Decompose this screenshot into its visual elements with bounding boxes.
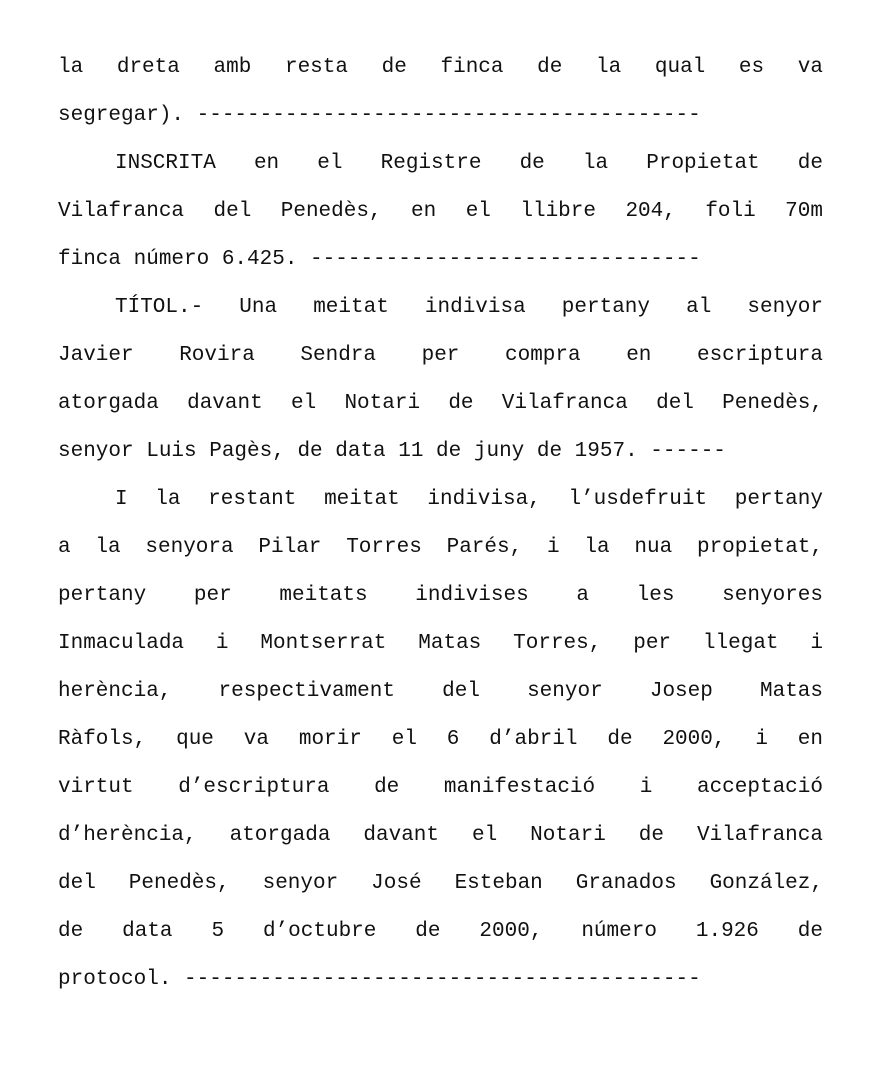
text-line: finca número 6.425. ------------------------------- [58, 248, 701, 271]
text-line: protocol. ----------------------------------------- [58, 968, 701, 991]
text-line: la dreta amb resta de finca de la qual es va [58, 56, 823, 79]
text-line: TÍTOL.- Una meitat indivisa pertany al senyor [115, 296, 823, 319]
text-line: Javier Rovira Sendra per compra en escriptura [58, 344, 823, 367]
text-line: del Penedès, senyor José Esteban Granados González, [58, 872, 823, 895]
text-line: senyor Luis Pagès, de data 11 de juny de 1957. ------ [58, 440, 726, 463]
text-line: d’herència, atorgada davant el Notari de Vilafranca [58, 824, 823, 847]
text-line: Ràfols, que va morir el 6 d’abril de 2000, i en [58, 728, 823, 751]
text-line: virtut d’escriptura de manifestació i acceptació [58, 776, 823, 799]
text-line: INSCRITA en el Registre de la Propietat de [115, 152, 823, 175]
text-line: herència, respectivament del senyor Josep Matas [58, 680, 823, 703]
text-line: I la restant meitat indivisa, l’usdefruit pertany [115, 488, 823, 511]
text-line: atorgada davant el Notari de Vilafranca del Penedès, [58, 392, 823, 415]
text-line: segregar). ---------------------------------------- [58, 104, 701, 127]
text-line: Vilafranca del Penedès, en el llibre 204, foli 70m [58, 200, 823, 223]
text-line: pertany per meitats indivises a les senyores [58, 584, 823, 607]
text-line: de data 5 d’octubre de 2000, número 1.926 de [58, 920, 823, 943]
text-line: a la senyora Pilar Torres Parés, i la nua propietat, [58, 536, 823, 559]
text-line: Inmaculada i Montserrat Matas Torres, per llegat i [58, 632, 823, 655]
